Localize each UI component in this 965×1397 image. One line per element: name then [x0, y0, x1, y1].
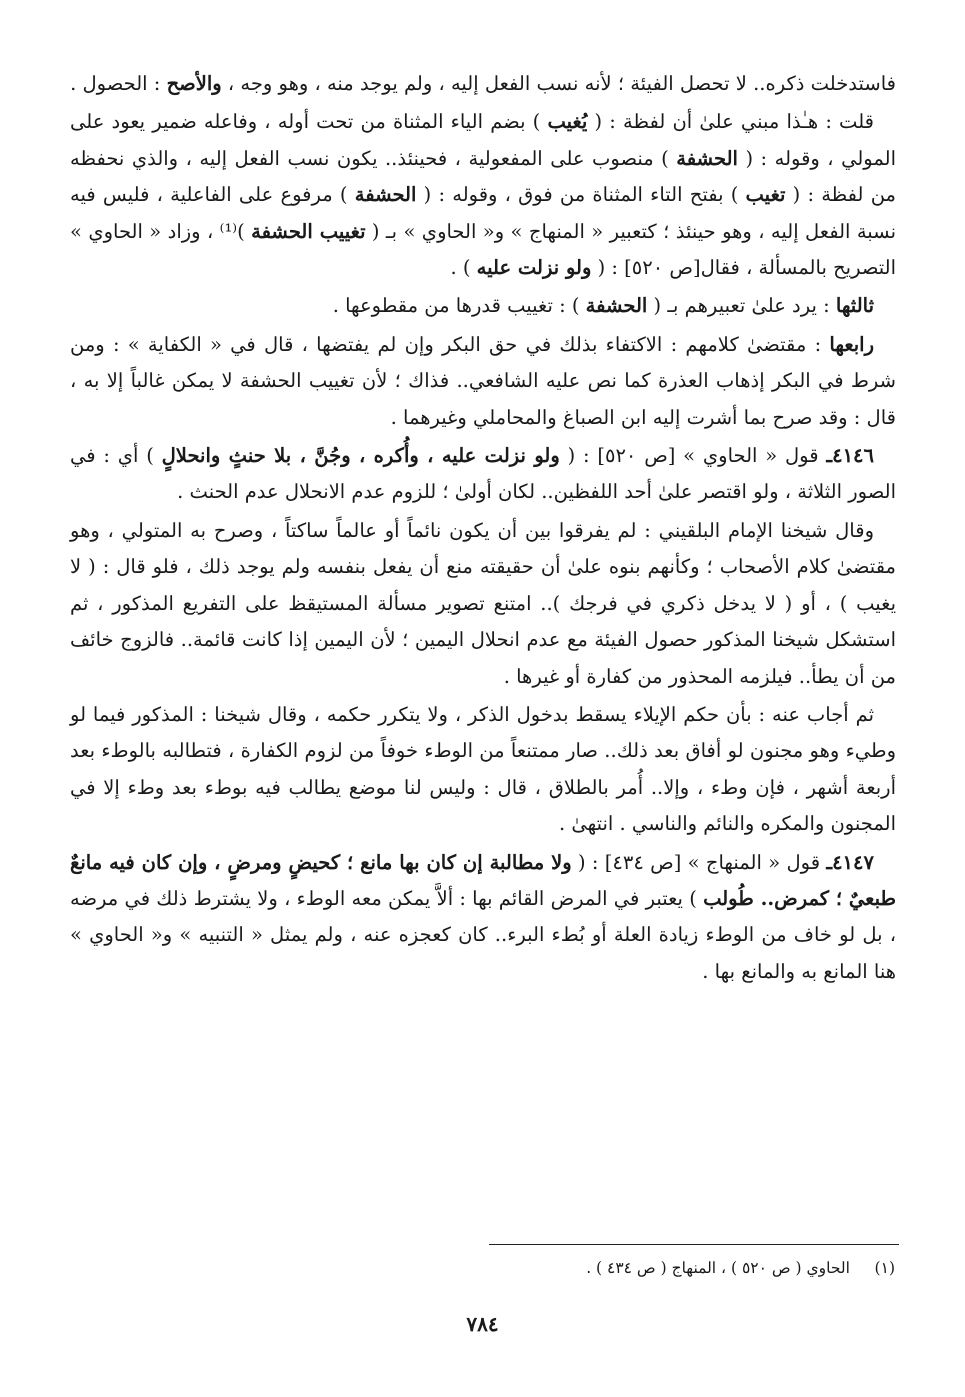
footnote-text: الحاوي ( ص ٥٢٠ ) ، المنهاج ( ص ٤٣٤ ) . [586, 1259, 850, 1277]
footnote [70, 1254, 895, 1282]
paragraph [70, 288, 896, 324]
main-text [70, 66, 896, 990]
text-run: قول « المنهاج » [ص ٤٣٤] : ( [571, 850, 827, 874]
bold-text: يُغيب [547, 110, 588, 134]
text-run: ) يعتبر في المرض القائم بها : ألاَّ يمكن معه الوطء ، ولا يشترط ذلك في مرضه ، بل لو خاف من الوطء زيادة العلة أو بُطء البرء.. كان كعجزه عنه ، ولم يمثل « التنبيه » و« الحاوي » هنا المانع به والمانع بها . [70, 886, 896, 983]
bold-text: ولا مطالبة إن كان بها مانع ؛ كحيضٍ ومرضٍ ، وإن كان فيه مانعٌ طبعيٌ ؛ كمرض.. طُولب [70, 850, 896, 910]
paragraph [70, 438, 896, 511]
text-run: )⁽¹⁾ ، وزاد « الحاوي » التصريح بالمسألة ، فقال[ص ٥٢٠] : ( [70, 219, 896, 280]
bold-text: تغييب الحشفة [251, 219, 366, 243]
bold-text: ثالثها [835, 294, 874, 318]
text-run: : مقتضىٰ كلامهم : الاكتفاء بذلك في حق البكر وإن لم يفتضها ، قال في « الكفاية » : ومن شرط في البكر إذهاب العذرة كما نص عليه الشافعي.. فذاك ؛ لأن تغييب الحشفة لا يمكن غالباً إلا به ، قال : وقد صرح بما أشرت إليه ابن الصباغ والمحاملي وغيرهما . [70, 332, 896, 429]
text-run: ) . [450, 256, 477, 280]
bold-text: ٤١٤٧ـ [826, 850, 874, 874]
paragraph [70, 845, 896, 991]
bold-text: ولو نزلت عليه [476, 256, 592, 280]
footnote-divider [489, 1244, 899, 1245]
bold-text: تغيب [745, 183, 786, 207]
bold-text: الحشفة [676, 146, 738, 170]
paragraph [70, 327, 896, 436]
bold-text: ٤١٤٦ـ [826, 444, 874, 468]
paragraph [70, 104, 896, 286]
bold-text: ولو نزلت عليه ، وأُكره ، وجُنَّ ، بلا حنثٍ وانحلالٍ [161, 444, 560, 468]
paragraph [70, 697, 896, 843]
text-run: ) بفتح التاء المثناة من فوق ، وقوله : ( [416, 183, 746, 207]
text-run: وقال شيخنا الإمام البلقيني : لم يفرقوا بين أن يكون نائماً أو عالماً ساكتاً ، وصرح به المتولي ، وهو مقتضىٰ كلام الأصحاب ؛ وكأنهم بنوه علىٰ أن حقيقته منع أن يفعل بنفسه ولم يوجد ذلك ، فلو قال : ( لا يغيب ) ، أو ( لا يدخل ذكري في فرجك ).. امتنع تصوير مسألة المستيقظ على التفريع المذكور ، ثم استشكل شيخنا المذكور حصول الفيئة مع عدم انحلال اليمين ؛ لأن اليمين إذا كانت قائمة.. فالزوج خائف من أن يطأ.. فيلزمه المحذور من كفارة أو غيرها . [70, 518, 896, 688]
text-run: ) بضم الياء المثناة من تحت أوله ، وفاعله ضمير يعود على المولي ، وقوله : ( [70, 110, 896, 170]
page-number: ٧٨٤ [466, 1312, 499, 1336]
text-run: ) مرفوع على الفاعلية ، فليس فيه نسبة الفعل إليه ، وهو حينئذ ؛ كتعبير « المنهاج » و« الحاوي » بـ ( [70, 183, 896, 243]
bold-text: رابعها [829, 332, 874, 356]
text-run: : يرد علىٰ تعبيرهم بـ ( [647, 294, 836, 318]
paragraph [70, 66, 896, 102]
bold-text: الحشفة [585, 294, 648, 318]
text-run: ) : تغييب قدرها من مقطوعها . [332, 294, 586, 318]
text-run: : الحصول . [70, 72, 167, 95]
paragraph [70, 513, 896, 695]
text-run: ) أي : في الصور الثلاثة ، ولو اقتصر علىٰ أحد اللفظين.. لكان أولىٰ ؛ للزوم عدم الانحلال عدم الحنث . [70, 444, 896, 504]
bold-text: الحشفة [354, 183, 417, 207]
bold-text: والأصح [166, 72, 222, 95]
text-run: قلت : هـٰذا مبني علىٰ أن لفظة : ( [587, 110, 874, 134]
text-run: فاستدخلت ذكره.. لا تحصل الفيئة ؛ لأنه نسب الفعل إليه ، ولم يوجد منه ، وهو وجه ، [221, 72, 896, 95]
text-run: قول « الحاوي » [ص ٥٢٠] : ( [559, 444, 827, 468]
text-run: ثم أجاب عنه : بأن حكم الإيلاء يسقط بدخول الذكر ، ولا يتكرر حكمه ، وقال شيخنا : المذكور فيما لو وطيء وهو مجنون لو أفاق بعد ذلك.. صار ممتنعاً من الوطء خوفاً من لزوم الكفارة ، فتطالبه بالوطء بعد أربعة أشهر ، فإن وطء ، وإلا.. أُمر بالطلاق ، قال : وليس لنا موضع يطالب فيه بوطء بعد وطء إلا في المجنون والمكره والنائم والناسي . انتهىٰ . [70, 702, 896, 836]
text-run: ) منصوب على المفعولية ، فحينئذ.. يكون نسب الفعل إليه ، والذي نحفظه من لفظة : ( [70, 146, 896, 207]
footnote-marker: (١) [874, 1259, 895, 1277]
